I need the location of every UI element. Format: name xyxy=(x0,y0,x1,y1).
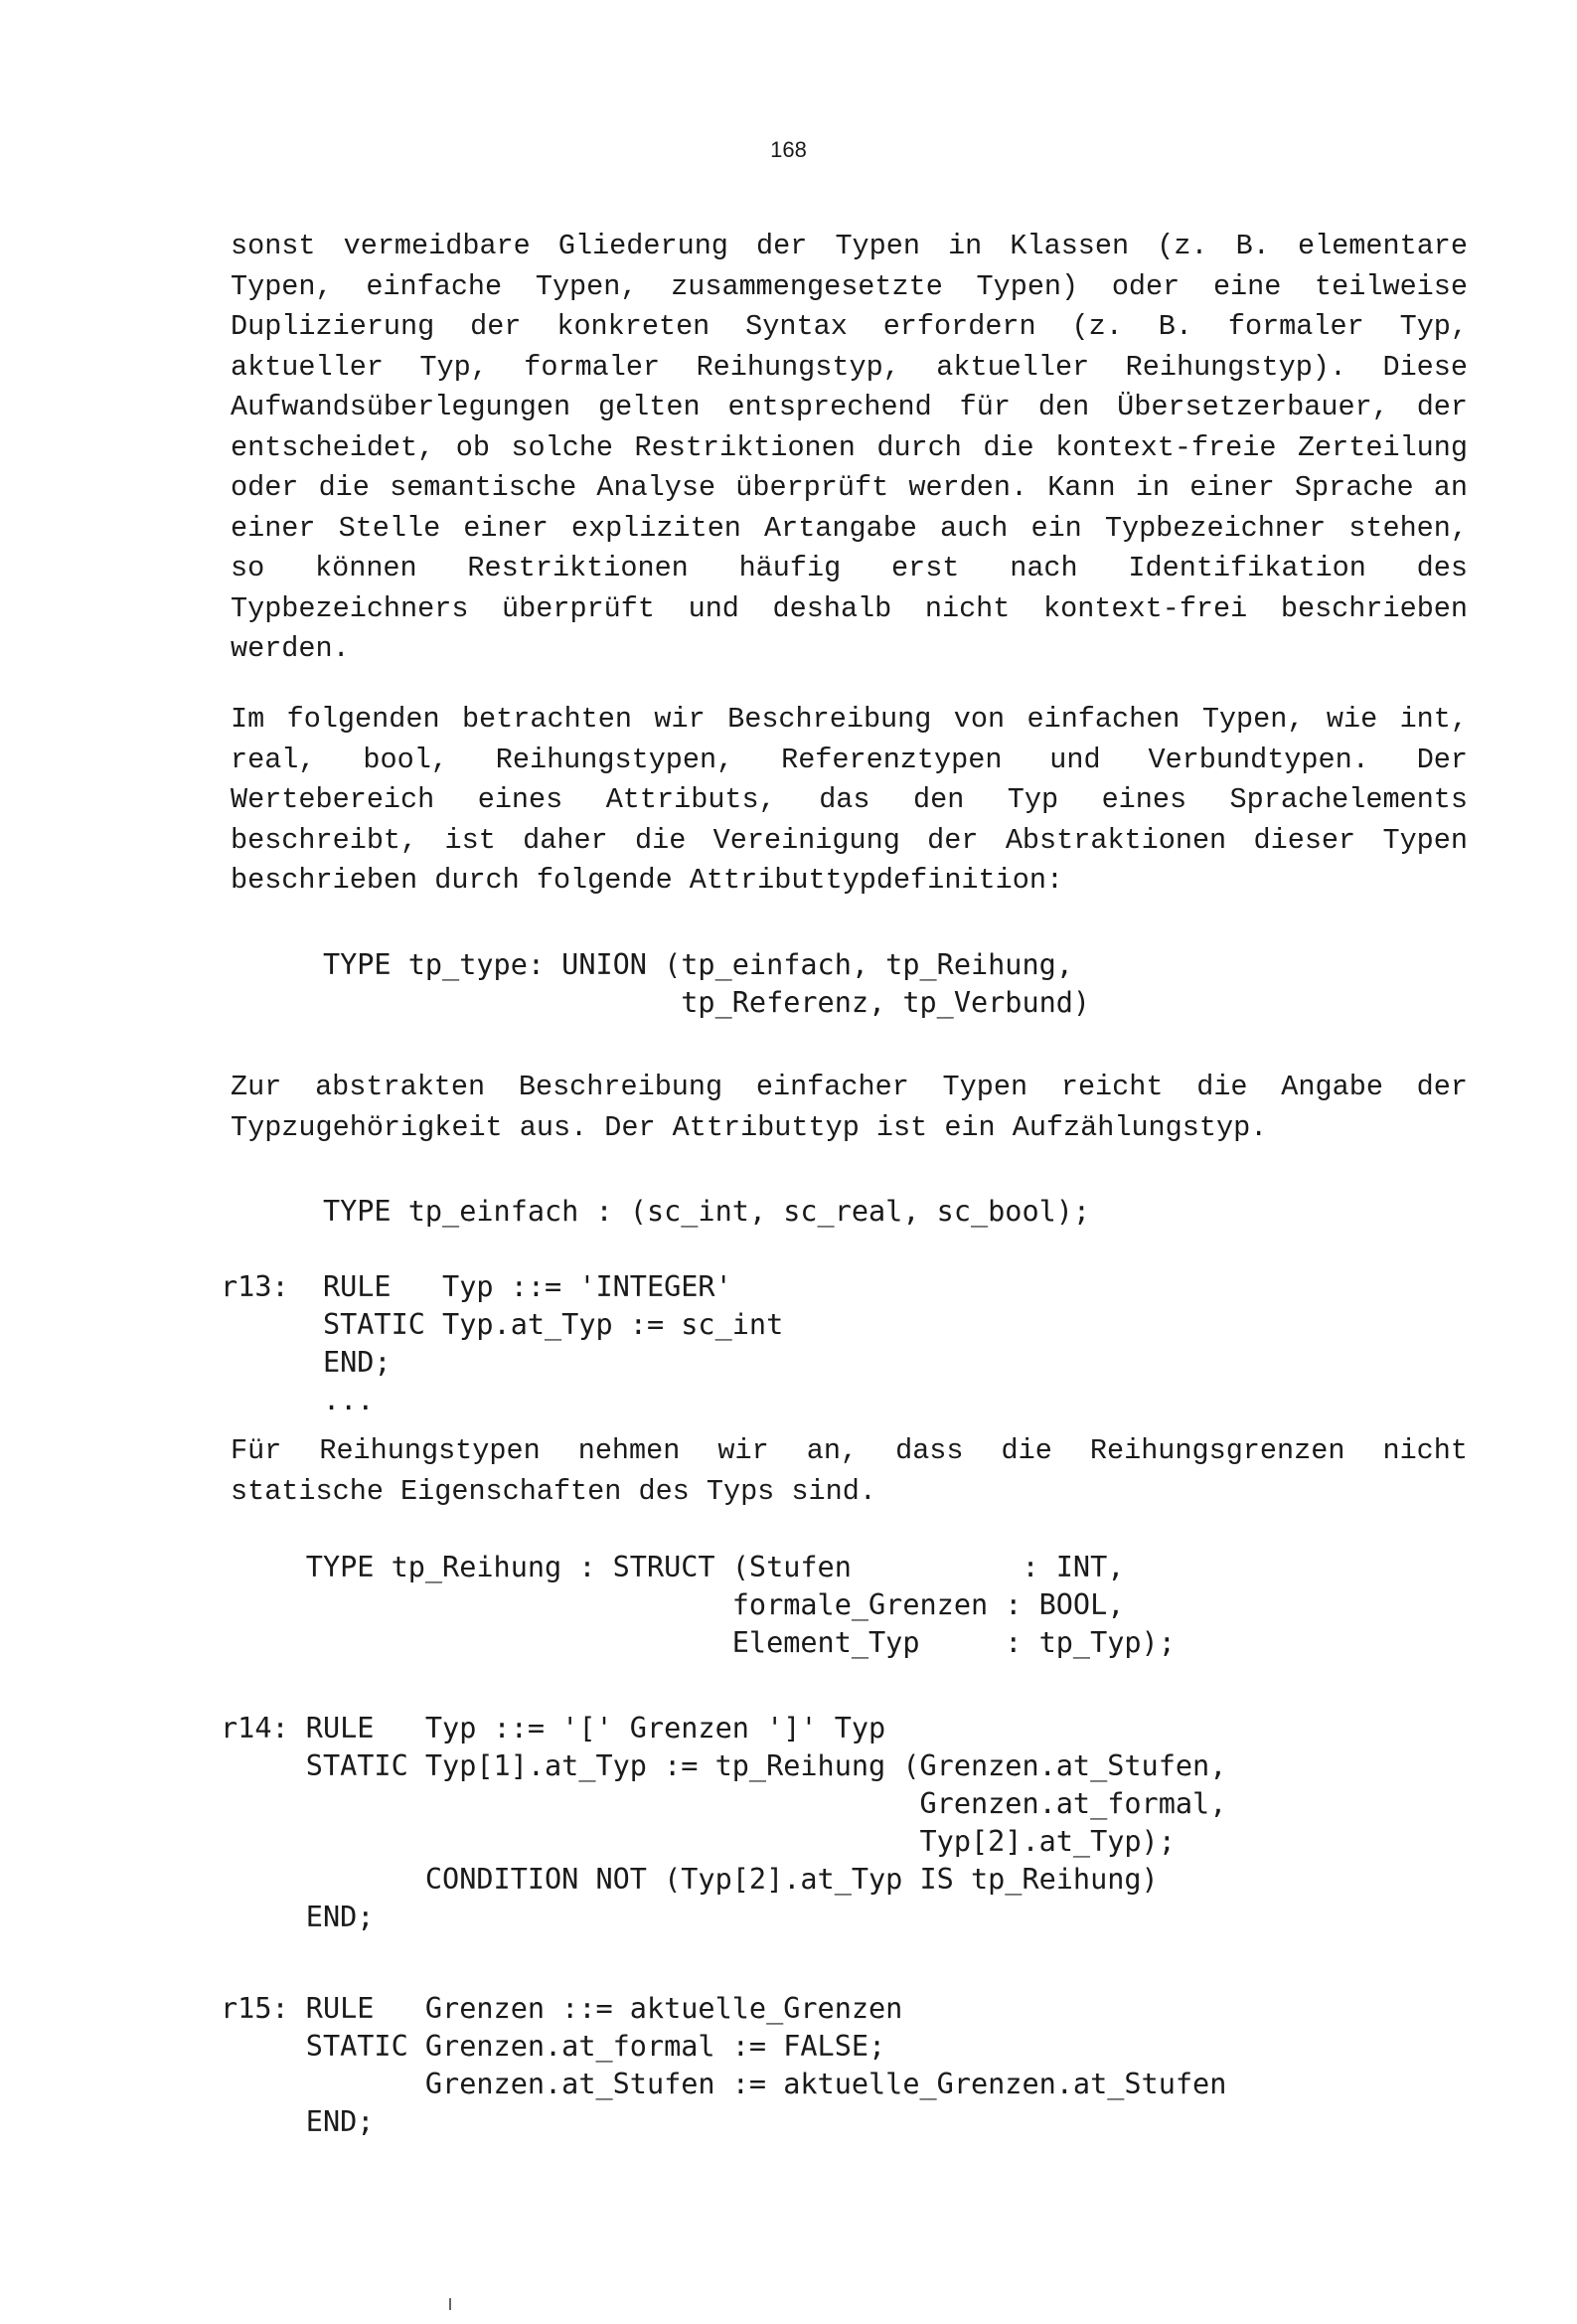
paragraph-array-types: Für Reihungstypen nehmen wir an, dass die Reihungsgrenzen nicht statische Eigenschaften des Typs sind. xyxy=(231,1434,1468,1508)
scan-mark xyxy=(449,2298,451,2310)
code-rule-r13: r13: RULE Typ ::= 'INTEGER' STATIC Typ.at_Typ := sc_int END; ... xyxy=(221,1270,784,1416)
paragraph-simple-types: Zur abstrakten Beschreibung einfacher Typen reicht die Angabe der Typzugehörigkeit aus. Der Attributtyp ist ein Aufzählungstyp. xyxy=(231,1071,1468,1144)
code-rule-r15: r15: RULE Grenzen ::= aktuelle_Grenzen STATIC Grenzen.at_formal := FALSE; Grenzen.at_Stufen := aktuelle_Grenzen.at_Stufen END; xyxy=(221,1992,1227,2138)
paragraph-restrictions: sonst vermeidbare Gliederung der Typen in Klassen (z. B. elementare Typen, einfache Typen, zusammengesetzte Typen) oder eine teilweise Duplizierung der konkreten Syntax erfordern (z. B. formaler Typ, aktueller Typ, formaler Reihungstyp, aktueller Reihungstyp). Diese Aufwandsüberlegungen gelten entsprechend für den Übersetzerbauer, der entscheidet, ob solche Restriktionen durch die kontext-freie Zerteilung oder die semantische Analyse überprüft werden. Kann in einer Sprache an einer Stelle einer expliziten Artangabe auch ein Typbezeichner stehen, so können Restriktionen häufig erst nach Identifikation des Typbezeichners überprüft und deshalb nicht kontext-frei beschrieben werden. xyxy=(231,230,1468,665)
code-type-einfach: TYPE tp_einfach : (sc_int, sc_real, sc_bool); xyxy=(221,1195,1091,1228)
code-rule-r14: r14: RULE Typ ::= '[' Grenzen ']' Typ STATIC Typ[1].at_Typ := tp_Reihung (Grenzen.at_Stufen, Grenzen.at_formal, Typ[2].at_Typ); CONDITION NOT (Typ[2].at_Typ IS tp_Reihung) END; xyxy=(221,1712,1227,1933)
code-type-union: TYPE tp_type: UNION (tp_einfach, tp_Reihung, tp_Referenz, tp_Verbund) xyxy=(322,948,1091,1019)
paragraph-type-description: Im folgenden betrachten wir Beschreibung von einfachen Typen, wie int, real, bool, Reihungstypen, Referenztypen und Verbundtypen. Der Wertebereich eines Attributs, das den Typ eines Sprachelements beschreibt, ist daher die Vereinigung der Abstraktionen dieser Typen beschrieben durch folgende Attributtypdefinition: xyxy=(231,703,1468,897)
page-number: 168 xyxy=(770,137,807,162)
code-type-reihung: TYPE tp_Reihung : STRUCT (Stufen : INT, formale_Grenzen : BOOL, Element_Typ : tp_Typ); xyxy=(305,1551,1176,1659)
